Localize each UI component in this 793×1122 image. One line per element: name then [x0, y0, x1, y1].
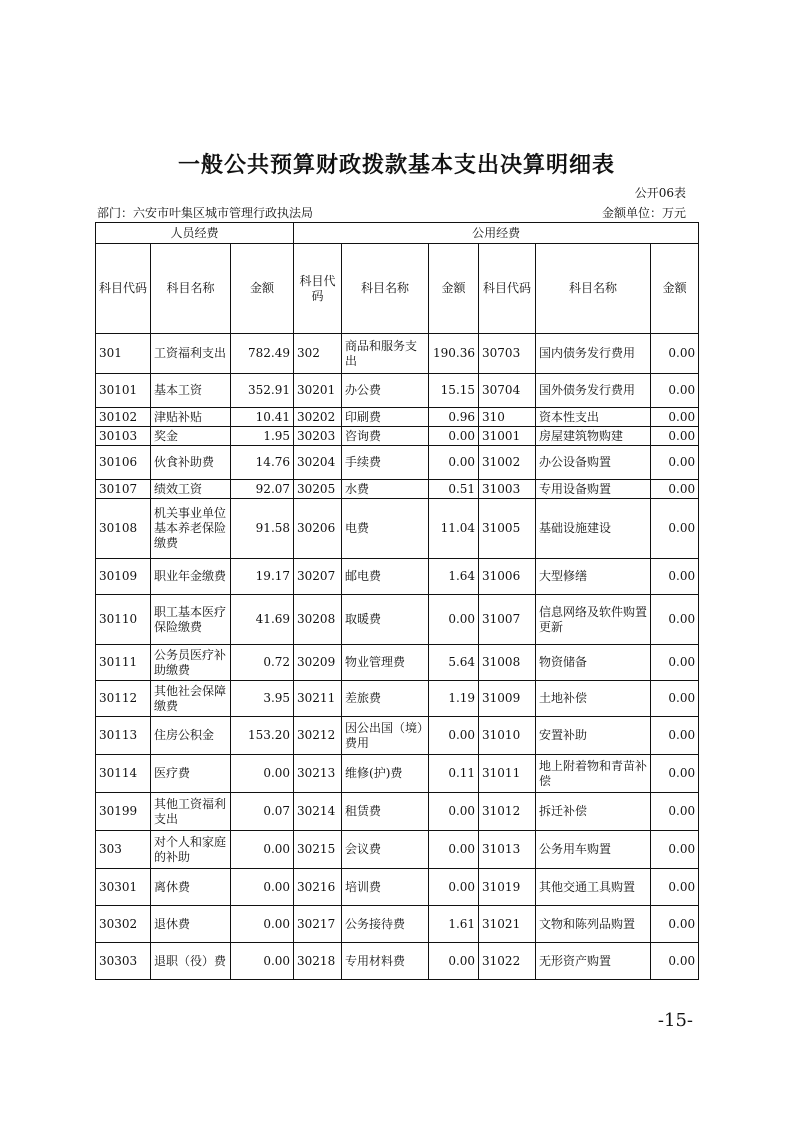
table-row [96, 943, 699, 980]
cell-code: 30199 [96, 793, 151, 831]
table-row [96, 717, 699, 755]
page-number: -15- [657, 1010, 693, 1031]
cell-code: 31012 [479, 793, 536, 831]
table-row [96, 499, 699, 559]
cell-name: 取暖费 [342, 595, 429, 645]
cell-name: 公务用车购置 [536, 831, 651, 869]
cell-code: 30215 [294, 831, 342, 869]
table-row [96, 906, 699, 943]
cell-code: 30218 [294, 943, 342, 980]
cell-amount: 782.49 [231, 334, 294, 374]
cell-name: 差旅费 [342, 681, 429, 717]
cell-code: 31007 [479, 595, 536, 645]
cell-amount: 0.00 [231, 906, 294, 943]
header-name: 科目名称 [342, 244, 429, 334]
cell-name: 伙食补助费 [151, 446, 231, 480]
cell-amount: 153.20 [231, 717, 294, 755]
cell-code: 31001 [479, 427, 536, 446]
cell-code: 30303 [96, 943, 151, 980]
cell-amount: 0.00 [651, 408, 699, 427]
header-code: 科目代码 [294, 244, 342, 334]
unit-label: 金额单位：万元 [601, 206, 686, 220]
cell-name: 专用设备购置 [536, 480, 651, 499]
cell-amount: 10.41 [231, 408, 294, 427]
cell-name: 安置补助 [536, 717, 651, 755]
cell-amount: 1.95 [231, 427, 294, 446]
cell-code: 30302 [96, 906, 151, 943]
cell-name: 国内债务发行费用 [536, 334, 651, 374]
cell-name: 基础设施建设 [536, 499, 651, 559]
table-row [96, 374, 699, 408]
cell-code: 30212 [294, 717, 342, 755]
table-row [96, 446, 699, 480]
table-row [96, 408, 699, 427]
cell-amount: 0.00 [651, 793, 699, 831]
cell-name: 租赁费 [342, 793, 429, 831]
cell-name: 因公出国（境）费用 [342, 717, 429, 755]
cell-code: 30107 [96, 480, 151, 499]
cell-amount: 0.00 [651, 374, 699, 408]
cell-amount: 0.51 [429, 480, 479, 499]
cell-name: 职业年金缴费 [151, 559, 231, 595]
cell-name: 公务员医疗补助缴费 [151, 645, 231, 681]
cell-amount: 41.69 [231, 595, 294, 645]
cell-amount: 0.11 [429, 755, 479, 793]
cell-amount: 0.00 [231, 831, 294, 869]
expenditure-table [95, 222, 699, 980]
cell-amount: 0.00 [651, 595, 699, 645]
cell-code: 302 [294, 334, 342, 374]
cell-amount: 0.00 [651, 906, 699, 943]
cell-amount: 0.00 [651, 869, 699, 906]
cell-code: 30108 [96, 499, 151, 559]
cell-code: 30203 [294, 427, 342, 446]
table-row [96, 595, 699, 645]
page-title: 一般公共预算财政拨款基本支出决算明细表 [177, 153, 615, 178]
cell-code: 30102 [96, 408, 151, 427]
table-row [96, 480, 699, 499]
cell-name: 无形资产购置 [536, 943, 651, 980]
cell-name: 资本性支出 [536, 408, 651, 427]
cell-code: 30207 [294, 559, 342, 595]
header-name: 科目名称 [536, 244, 651, 334]
cell-amount: 11.04 [429, 499, 479, 559]
group-header-personnel: 人员经费 [96, 223, 294, 244]
cell-name: 地上附着物和青苗补偿 [536, 755, 651, 793]
header-name: 科目名称 [151, 244, 231, 334]
cell-amount: 0.00 [429, 831, 479, 869]
cell-name: 医疗费 [151, 755, 231, 793]
cell-amount: 0.00 [651, 446, 699, 480]
cell-amount: 0.07 [231, 793, 294, 831]
table-row [96, 831, 699, 869]
cell-amount: 0.00 [429, 446, 479, 480]
table-row [96, 755, 699, 793]
cell-amount: 0.00 [429, 793, 479, 831]
cell-code: 303 [96, 831, 151, 869]
header-amount: 金额 [231, 244, 294, 334]
cell-code: 30704 [479, 374, 536, 408]
cell-amount: 0.00 [429, 717, 479, 755]
cell-amount: 0.96 [429, 408, 479, 427]
cell-name: 水费 [342, 480, 429, 499]
cell-amount: 0.00 [651, 559, 699, 595]
cell-name: 对个人和家庭的补助 [151, 831, 231, 869]
cell-name: 拆迁补偿 [536, 793, 651, 831]
cell-amount: 0.00 [429, 427, 479, 446]
cell-code: 30206 [294, 499, 342, 559]
table-row [96, 334, 699, 374]
cell-amount: 352.91 [231, 374, 294, 408]
cell-name: 其他社会保障缴费 [151, 681, 231, 717]
cell-name: 机关事业单位基本养老保险缴费 [151, 499, 231, 559]
cell-amount: 0.00 [231, 943, 294, 980]
cell-code: 31002 [479, 446, 536, 480]
cell-name: 职工基本医疗保险缴费 [151, 595, 231, 645]
cell-name: 文物和陈列品购置 [536, 906, 651, 943]
cell-code: 31006 [479, 559, 536, 595]
cell-amount: 15.15 [429, 374, 479, 408]
cell-name: 工资福利支出 [151, 334, 231, 374]
cell-amount: 1.61 [429, 906, 479, 943]
form-number: 公开06表 [634, 186, 686, 200]
cell-code: 30106 [96, 446, 151, 480]
table-row [96, 793, 699, 831]
cell-code: 31008 [479, 645, 536, 681]
cell-name: 办公费 [342, 374, 429, 408]
cell-name: 退休费 [151, 906, 231, 943]
cell-amount: 0.00 [231, 755, 294, 793]
cell-code: 31009 [479, 681, 536, 717]
header-code: 科目代码 [479, 244, 536, 334]
cell-amount: 1.64 [429, 559, 479, 595]
cell-name: 电费 [342, 499, 429, 559]
cell-name: 培训费 [342, 869, 429, 906]
cell-code: 30214 [294, 793, 342, 831]
cell-name: 物资储备 [536, 645, 651, 681]
department-label: 部门：六安市叶集区城市管理行政执法局 [97, 206, 314, 220]
cell-code: 30216 [294, 869, 342, 906]
cell-amount: 1.19 [429, 681, 479, 717]
cell-code: 30101 [96, 374, 151, 408]
cell-name: 大型修缮 [536, 559, 651, 595]
cell-code: 30109 [96, 559, 151, 595]
cell-amount: 0.00 [651, 645, 699, 681]
cell-code: 30217 [294, 906, 342, 943]
header-code: 科目代码 [96, 244, 151, 334]
cell-amount: 0.00 [231, 869, 294, 906]
cell-amount: 0.00 [651, 427, 699, 446]
cell-code: 30204 [294, 446, 342, 480]
cell-amount: 91.58 [231, 499, 294, 559]
cell-name: 津贴补贴 [151, 408, 231, 427]
cell-code: 30202 [294, 408, 342, 427]
cell-name: 住房公积金 [151, 717, 231, 755]
cell-code: 30211 [294, 681, 342, 717]
cell-name: 土地补偿 [536, 681, 651, 717]
cell-code: 30205 [294, 480, 342, 499]
cell-amount: 3.95 [231, 681, 294, 717]
cell-code: 30703 [479, 334, 536, 374]
table-row [96, 869, 699, 906]
cell-name: 信息网络及软件购置更新 [536, 595, 651, 645]
cell-code: 31022 [479, 943, 536, 980]
cell-code: 31013 [479, 831, 536, 869]
cell-amount: 5.64 [429, 645, 479, 681]
cell-name: 奖金 [151, 427, 231, 446]
cell-name: 印刷费 [342, 408, 429, 427]
cell-code: 31011 [479, 755, 536, 793]
header-amount: 金额 [651, 244, 699, 334]
cell-code: 31019 [479, 869, 536, 906]
cell-amount: 14.76 [231, 446, 294, 480]
cell-name: 专用材料费 [342, 943, 429, 980]
cell-code: 31005 [479, 499, 536, 559]
cell-code: 30110 [96, 595, 151, 645]
cell-code: 30113 [96, 717, 151, 755]
table-row [96, 645, 699, 681]
cell-code: 31003 [479, 480, 536, 499]
cell-code: 30114 [96, 755, 151, 793]
cell-amount: 0.00 [651, 681, 699, 717]
cell-name: 办公设备购置 [536, 446, 651, 480]
cell-code: 30209 [294, 645, 342, 681]
cell-amount: 92.07 [231, 480, 294, 499]
cell-code: 31021 [479, 906, 536, 943]
header-amount: 金额 [429, 244, 479, 334]
cell-name: 基本工资 [151, 374, 231, 408]
cell-code: 30201 [294, 374, 342, 408]
cell-code: 30208 [294, 595, 342, 645]
cell-code: 310 [479, 408, 536, 427]
cell-amount: 0.00 [651, 943, 699, 980]
cell-amount: 19.17 [231, 559, 294, 595]
cell-amount: 0.00 [651, 480, 699, 499]
cell-name: 房屋建筑物购建 [536, 427, 651, 446]
cell-name: 手续费 [342, 446, 429, 480]
cell-code: 30112 [96, 681, 151, 717]
cell-amount: 0.00 [651, 831, 699, 869]
cell-name: 其他交通工具购置 [536, 869, 651, 906]
table-row [96, 559, 699, 595]
cell-amount: 0.00 [429, 595, 479, 645]
cell-amount: 0.00 [651, 499, 699, 559]
cell-amount: 0.72 [231, 645, 294, 681]
cell-code: 31010 [479, 717, 536, 755]
cell-name: 会议费 [342, 831, 429, 869]
cell-amount: 0.00 [651, 334, 699, 374]
table-row [96, 681, 699, 717]
cell-amount: 0.00 [429, 869, 479, 906]
cell-name: 离休费 [151, 869, 231, 906]
cell-amount: 0.00 [651, 717, 699, 755]
cell-name: 维修(护)费 [342, 755, 429, 793]
cell-name: 公务接待费 [342, 906, 429, 943]
cell-amount: 0.00 [651, 755, 699, 793]
cell-name: 咨询费 [342, 427, 429, 446]
cell-amount: 0.00 [429, 943, 479, 980]
cell-code: 30213 [294, 755, 342, 793]
cell-code: 30111 [96, 645, 151, 681]
cell-name: 邮电费 [342, 559, 429, 595]
cell-code: 30103 [96, 427, 151, 446]
cell-name: 退职（役）费 [151, 943, 231, 980]
cell-code: 301 [96, 334, 151, 374]
cell-amount: 190.36 [429, 334, 479, 374]
table-row [96, 427, 699, 446]
group-header-public: 公用经费 [294, 223, 699, 244]
cell-name: 商品和服务支出 [342, 334, 429, 374]
cell-name: 其他工资福利支出 [151, 793, 231, 831]
cell-name: 物业管理费 [342, 645, 429, 681]
cell-name: 绩效工资 [151, 480, 231, 499]
cell-name: 国外债务发行费用 [536, 374, 651, 408]
cell-code: 30301 [96, 869, 151, 906]
